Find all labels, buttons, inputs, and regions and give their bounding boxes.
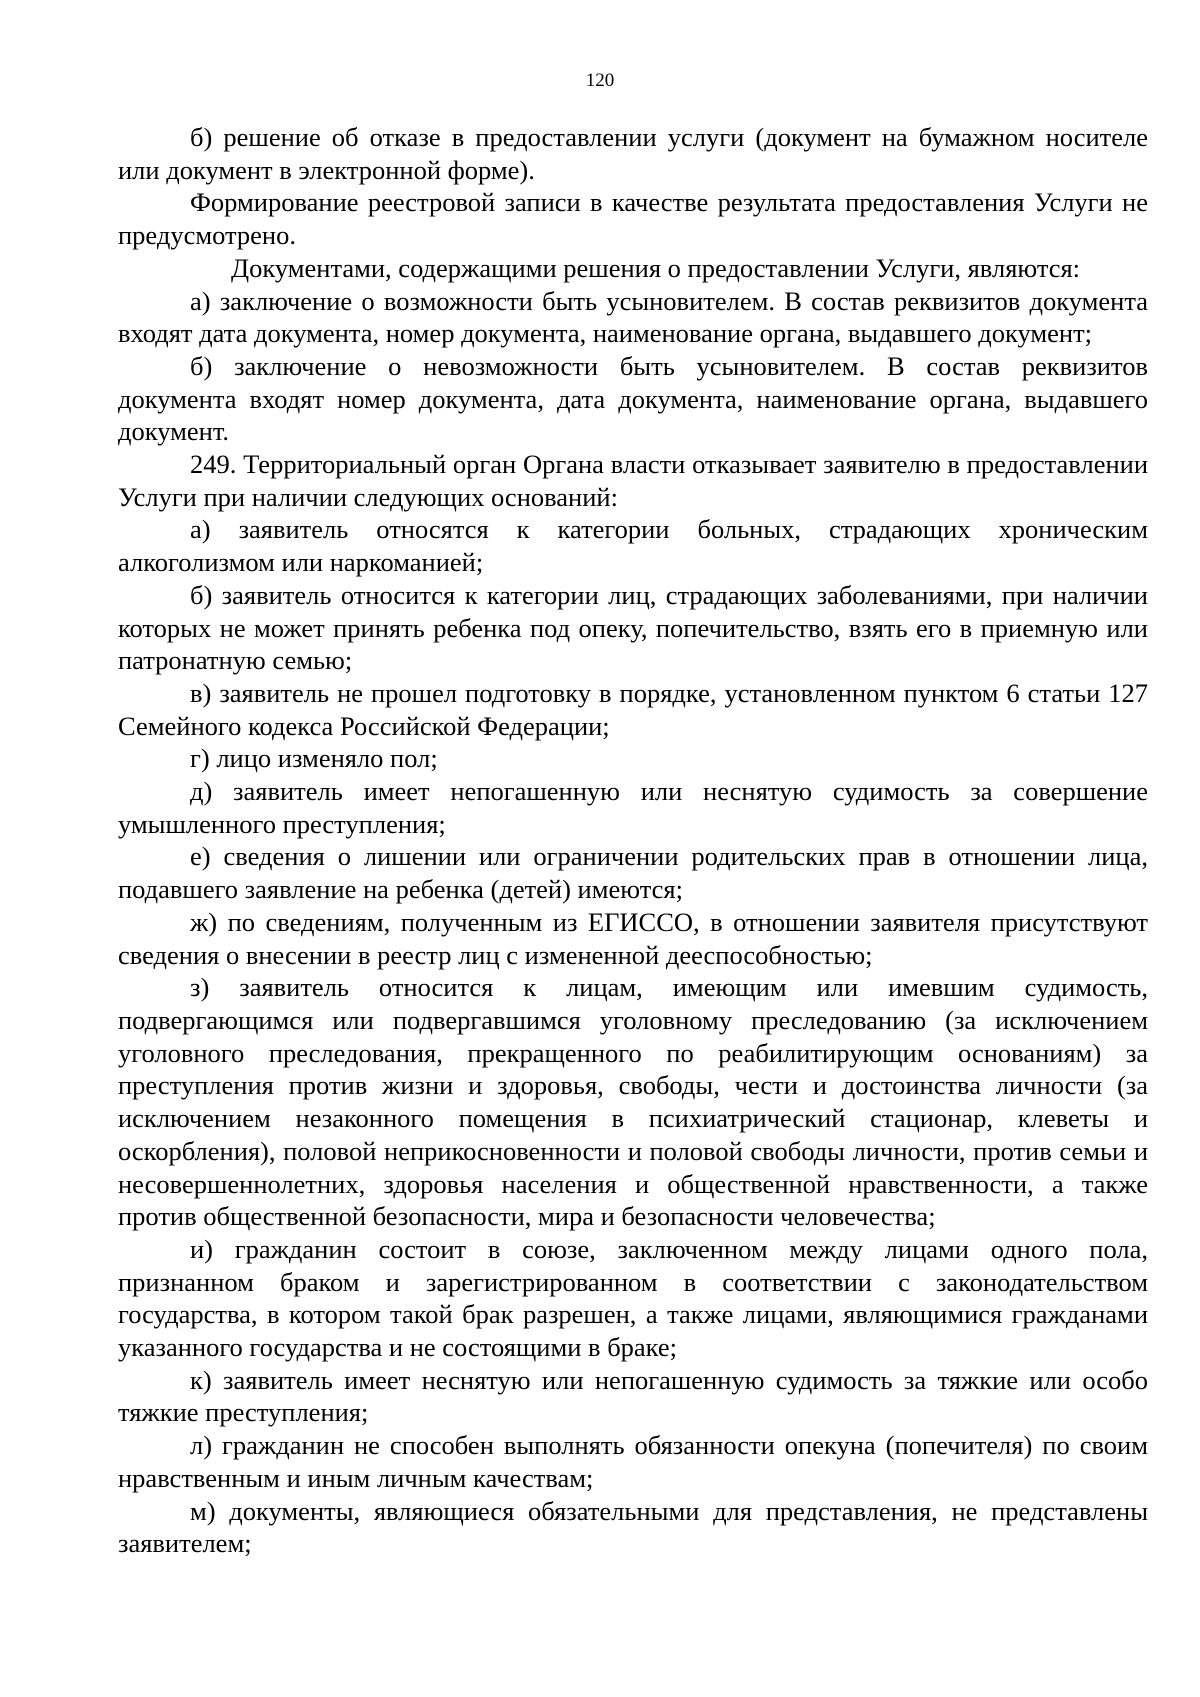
paragraph-ground-a: а) заявитель относятся к категории больных, страдающих хроническим алкоголизмом или наркоманией; [118,514,1148,578]
paragraph-ground-m: м) документы, являющиеся обязательными для представления, не представлены заявителем; [118,1495,1148,1559]
paragraph-item-b-impossibility: б) заключение о невозможности быть усыновителем. В состав реквизитов документа входят номер документа, дата документа, наименование органа, выдавшего документ. [118,350,1148,447]
paragraph-refusal-decision: б) решение об отказе в предоставлении услуги (документ на бумажном носителе или документ в электронной форме). [118,122,1148,185]
paragraph-ground-e: е) сведения о лишении или ограничении родительских прав в отношении лица, подавшего заявление на ребенка (детей) имеются; [118,841,1148,905]
paragraph-ground-v: в) заявитель не прошел подготовку в порядке, установленном пунктом 6 статьи 127 Семейного кодекса Российской Федерации; [118,677,1148,741]
paragraph-item-a-possibility: а) заключение о возможности быть усыновителем. В состав реквизитов документа входят дата документа, номер документа, наименование органа, выдавшего документ; [118,285,1148,349]
document-body [118,121,1148,1560]
paragraph-documents-intro: Документами, содержащими решения о предоставлении Услуги, являются: [231,252,1081,283]
paragraph-ground-zh: ж) по сведениям, полученным из ЕГИССО, в отношении заявителя присутствуют сведения о внесении в реестр лиц с измененной дееспособностью; [118,906,1148,970]
paragraph-ground-l: л) гражданин не способен выполнять обязанности опекуна (попечителя) по своим нравственным и иным личным качествам; [118,1430,1148,1493]
paragraph-ground-b: б) заявитель относится к категории лиц, страдающих заболеваниями, при наличии которых не может принять ребенка под опеку, попечительство, взять его в приемную или патронатную семью; [118,579,1148,676]
paragraph-registry-record: Формирование реестровой записи в качестве результата предоставления Услуги не предусмотрено. [118,187,1148,251]
paragraph-ground-d: д) заявитель имеет непогашенную или неснятую судимость за совершение умышленного преступления; [118,776,1148,839]
paragraph-249: 249. Территориальный орган Органа власти отказывает заявителю в предоставлении Услуги при наличии следующих оснований: [118,449,1148,512]
page-number: 120 [585,70,615,91]
paragraph-ground-k: к) заявитель имеет неснятую или непогашенную судимость за тяжкие или особо тяжкие преступления; [118,1364,1148,1428]
paragraph-ground-z: з) заявитель относится к лицам, имеющим или имевшим судимость, подвергающимся или подвергавшимся уголовному преследованию (за исключением уголовного преследования, прекращенного по реабилитирующим основаниям) за преступления против жизни и здоровья, свободы, чести и достоинства личности (за исключением незаконного помещения в психиатрический стационар, клеветы и оскорбления), половой неприкосновенности и половой свободы личности, против семьи и несовершеннолетних, здоровья населения и общественной нравственности, а также против общественной безопасности, мира и безопасности человечества; [118,972,1148,1232]
paragraph-ground-i: и) гражданин состоит в союзе, заключенном между лицами одного пола, признанном браком и зарегистрированном в соответствии с законодательством государства, в котором такой брак разрешен, а также лицами, являющимися гражданами указанного государства и не состоящими в браке; [118,1233,1148,1363]
paragraph-ground-g: г) лицо изменяло пол; [190,743,438,774]
